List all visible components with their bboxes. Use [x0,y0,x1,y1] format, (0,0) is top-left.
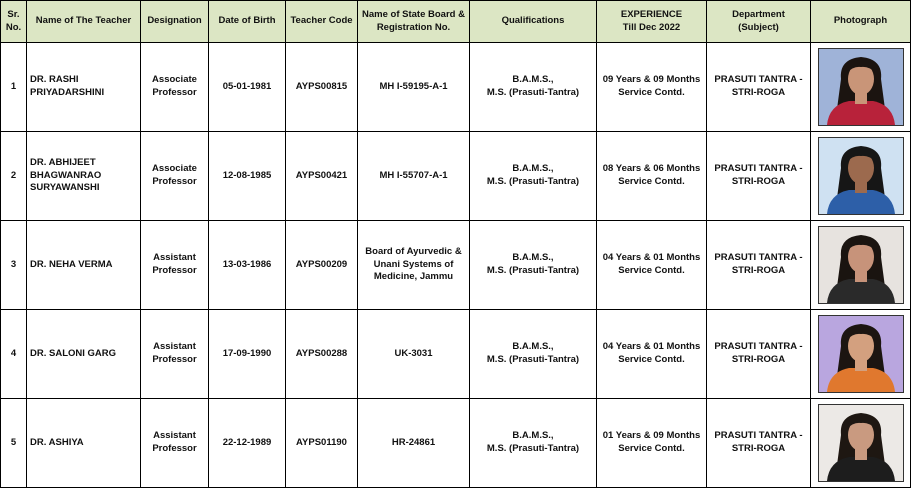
cell-photograph [811,43,911,132]
header-photograph: Photograph [811,1,911,43]
experience-line1: 08 Years & 06 Months [602,163,701,175]
experience-line1: 04 Years & 01 Months [602,252,701,264]
table-row [1,43,911,132]
cell-experience [597,132,707,221]
cell-dob: 22-12-1989 [209,399,286,488]
cell-experience [597,43,707,132]
cell-designation: Assistant Professor [141,221,209,310]
qualification-line1: B.A.M.S., [512,252,554,264]
experience-line2: Service Contd. [618,443,685,454]
qualification-line2: M.S. (Prasuti-Tantra) [486,176,580,187]
teacher-photo [818,315,904,393]
table-row [1,132,911,221]
cell-sr: 3 [1,221,27,310]
qualification-line1: B.A.M.S., [512,430,554,442]
qualification-line1: B.A.M.S., [512,74,554,86]
cell-photograph [811,399,911,488]
cell-qualifications [470,43,597,132]
cell-name: DR. NEHA VERMA [27,221,141,310]
cell-dob: 05-01-1981 [209,43,286,132]
cell-sr: 4 [1,310,27,399]
cell-board: MH I-59195-A-1 [358,43,470,132]
cell-department: PRASUTI TANTRA - STRI-ROGA [707,221,811,310]
cell-experience [597,399,707,488]
experience-line2: Service Contd. [618,354,685,365]
teacher-photo [818,48,904,126]
qualification-line1: B.A.M.S., [512,341,554,353]
cell-department: PRASUTI TANTRA - STRI-ROGA [707,310,811,399]
cell-board: HR-24861 [358,399,470,488]
cell-name: DR. ABHIJEET BHAGWANRAO SURYAWANSHI [27,132,141,221]
header-experience-line2: Till Dec 2022 [622,21,681,33]
cell-board: Board of Ayurvedic & Unani Systems of Medicine, Jammu [358,221,470,310]
cell-sr: 1 [1,43,27,132]
header-sr: Sr. No. [1,1,27,43]
portrait-image [819,227,903,303]
cell-qualifications [470,221,597,310]
cell-board: MH I-55707-A-1 [358,132,470,221]
cell-department: PRASUTI TANTRA - STRI-ROGA [707,132,811,221]
header-experience [597,1,707,43]
header-experience-line1: EXPERIENCE [620,8,683,20]
cell-code: AYPS00815 [286,43,358,132]
cell-code: AYPS00288 [286,310,358,399]
qualification-line2: M.S. (Prasuti-Tantra) [486,354,580,365]
table-row [1,310,911,399]
cell-name: DR. RASHI PRIYADARSHINI [27,43,141,132]
cell-experience [597,310,707,399]
cell-designation: Associate Professor [141,132,209,221]
cell-photograph [811,132,911,221]
table-row [1,221,911,310]
cell-designation: Assistant Professor [141,310,209,399]
cell-photograph [811,221,911,310]
cell-code: AYPS01190 [286,399,358,488]
cell-qualifications [470,399,597,488]
teacher-photo [818,404,904,482]
cell-name: DR. ASHIYA [27,399,141,488]
header-name: Name of The Teacher [27,1,141,43]
teacher-photo [818,226,904,304]
cell-department: PRASUTI TANTRA - STRI-ROGA [707,43,811,132]
cell-designation: Assistant Professor [141,399,209,488]
qualification-line1: B.A.M.S., [512,163,554,175]
header-board: Name of State Board & Registration No. [358,1,470,43]
cell-experience [597,221,707,310]
header-code: Teacher Code [286,1,358,43]
header-department-line2: (Subject) [738,21,779,33]
cell-dob: 12-08-1985 [209,132,286,221]
header-department-line1: Department [732,8,785,20]
cell-photograph [811,310,911,399]
cell-code: AYPS00209 [286,221,358,310]
experience-line2: Service Contd. [618,176,685,187]
cell-qualifications [470,132,597,221]
header-department [707,1,811,43]
cell-sr: 5 [1,399,27,488]
cell-designation: Associate Professor [141,43,209,132]
cell-board: UK-3031 [358,310,470,399]
cell-department: PRASUTI TANTRA - STRI-ROGA [707,399,811,488]
portrait-image [819,49,903,125]
experience-line1: 09 Years & 09 Months [602,74,701,86]
header-row [1,1,911,43]
table-row [1,399,911,488]
experience-line1: 01 Years & 09 Months [602,430,701,442]
qualification-line2: M.S. (Prasuti-Tantra) [486,265,580,276]
cell-qualifications [470,310,597,399]
experience-line2: Service Contd. [618,87,685,98]
cell-dob: 17-09-1990 [209,310,286,399]
cell-sr: 2 [1,132,27,221]
portrait-image [819,138,903,214]
cell-code: AYPS00421 [286,132,358,221]
portrait-image [819,316,903,392]
experience-line2: Service Contd. [618,265,685,276]
qualification-line2: M.S. (Prasuti-Tantra) [486,443,580,454]
header-qualifications: Qualifications [470,1,597,43]
portrait-image [819,405,903,481]
teacher-photo [818,137,904,215]
qualification-line2: M.S. (Prasuti-Tantra) [486,87,580,98]
cell-name: DR. SALONI GARG [27,310,141,399]
header-dob: Date of Birth [209,1,286,43]
header-designation: Designation [141,1,209,43]
cell-dob: 13-03-1986 [209,221,286,310]
experience-line1: 04 Years & 01 Months [602,341,701,353]
